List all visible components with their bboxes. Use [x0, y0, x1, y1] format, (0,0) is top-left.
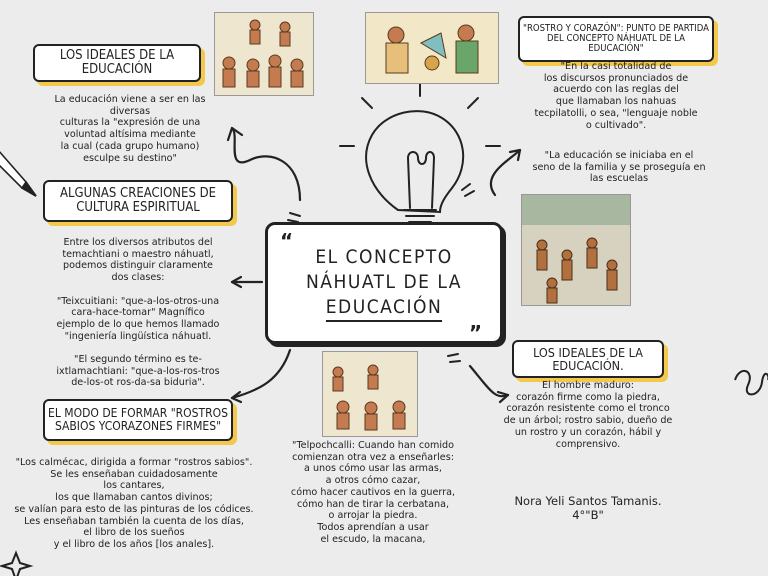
author-group: 4°"B" — [572, 508, 604, 522]
lightbulb-icon — [340, 82, 500, 222]
text-telpochcalli: "Telpochcalli: Cuando han comido comienzan otra vez a enseñarles: a unos cómo usar las armas, a otros cómo cazar, cómo hacer cautivos en la guerra, cómo han de tirar la cerbatana, o arrojar la piedra. Todos aprendían a usar el escudo, la macana, — [290, 440, 456, 545]
arrow-to-box3 — [232, 350, 290, 398]
creaciones-title: ALGUNAS CREACIONES DE CULTURA ESPIRITUAL — [60, 186, 216, 215]
text-discursos: "En la casi totalidad de los discursos pronunciados de acuerdo con las reglas del que llamaban los nahuas tecpilatolli, o sea, "lenguaje noble o cultivado". — [534, 61, 698, 131]
text-creaciones-espirituales: Entre los diversos atributos del temachtiani o maestro náhuatl, podemos distinguir claramente dos clases: "Teixcuitiani: "que-a-los-otros-una cara-hace-tomar" Magnífico ejemplo de lo que hemos llamado "ingeniería lingüística náhuatl. "El segundo término es te- ixtlamachtiani: "que-a-los-ros-tros de-los-ot ros-da-sa biduria". — [56, 237, 220, 389]
author-name: Nora Yeli Santos Tamanis. — [514, 494, 662, 508]
codex-image-right — [521, 194, 631, 306]
author-block — [500, 494, 676, 522]
squiggle-decoration — [735, 371, 768, 394]
creaciones-title-box — [43, 180, 233, 222]
ideales-title-2: LOS IDEALES DE LA EDUCACIÓN. — [533, 344, 643, 373]
text-educacion-ideales: La educación viene a ser en las diversas culturas la "expresión de una voluntad altísima mediante la cual (cada grupo humano) esculpe su destino" — [54, 94, 206, 164]
arrow-to-box4 — [491, 150, 520, 195]
pencil-icon — [0, 150, 36, 196]
modo-formar-title-box — [43, 399, 233, 441]
central-title-line3: EDUCACIÓN — [326, 295, 443, 322]
open-quote-mark: “ — [280, 229, 294, 253]
rostro-corazon-title: "ROSTRO Y CORAZÓN": PUNTO DE PARTIDA DEL CONCEPTO NÁHUATL DE LA EDUCACIÓN" — [523, 23, 709, 54]
codex-image-bottom-center — [322, 351, 418, 437]
text-hombre-maduro: El hombre maduro: corazón firme como la piedra, corazón resistente como el tronco de un árbol; rostro sabio, dueño de un rostro y un corazón, hábil y comprensivo. — [503, 380, 673, 450]
text-calmecac: "Los calmécac, dirigida a formar "rostros sabios". Se les enseñaban cuidadosamente los cantares, los que llamaban cantos divinos; se valían para esto de las pinturas de los códices. Les enseñaban también la cuenta de los días, el libro de los sueños y el libro de los años [los anales]. — [14, 457, 254, 550]
central-title-line2: NÁHUATL DE LA — [306, 271, 462, 293]
ideales-title: LOS IDEALES DE LA EDUCACIÓN — [59, 48, 175, 77]
star-icon — [2, 553, 30, 576]
modo-formar-title: EL MODO DE FORMAR "ROSTROS SABIOS YCORAZONES FIRMES" — [48, 406, 228, 433]
ideales-title-box — [33, 44, 201, 82]
central-title-line1: EL CONCEPTO — [315, 246, 453, 268]
ideales-title-box-2 — [512, 340, 664, 378]
central-title-box — [265, 222, 503, 344]
rostro-corazon-title-box — [518, 16, 714, 62]
close-quote-mark: ” — [468, 321, 482, 345]
text-educacion-familia: "La educación se iniciaba en el seno de la familia y se proseguía en las escuelas — [532, 150, 706, 185]
arrow-to-box1 — [232, 128, 300, 200]
codex-image-top-left — [214, 12, 314, 96]
codex-image-top-center — [365, 12, 499, 84]
